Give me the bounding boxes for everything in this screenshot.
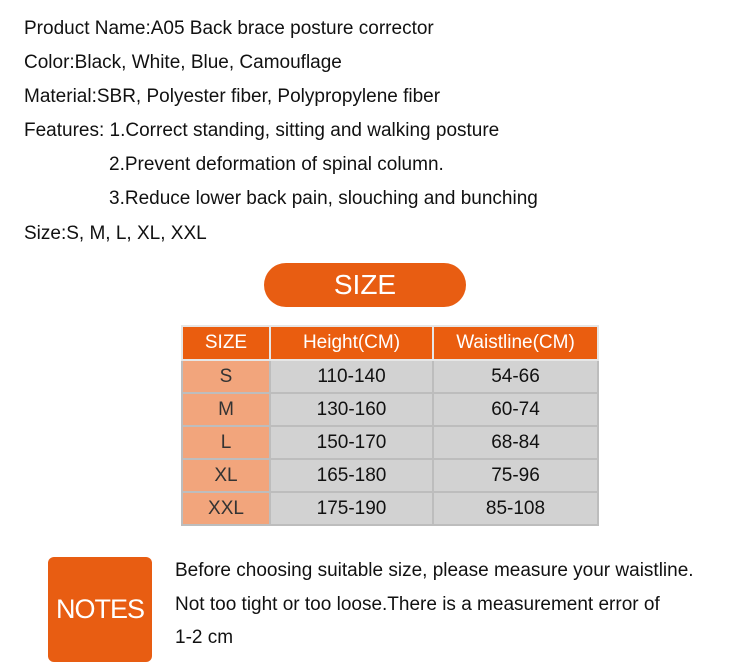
table-row [182, 393, 598, 426]
height-cell: 175-190 [270, 492, 433, 525]
height-cell: 130-160 [270, 393, 433, 426]
size-cell: XL [182, 459, 270, 492]
size-banner: SIZE [264, 263, 466, 307]
size-chart-header-row [182, 326, 598, 360]
table-row [182, 459, 598, 492]
waistline-cell: 54-66 [433, 360, 598, 393]
size-cell: S [182, 360, 270, 393]
note-line-1: Before choosing suitable size, please measure your waistline. [175, 560, 694, 581]
waistline-cell: 60-74 [433, 393, 598, 426]
height-cell: 165-180 [270, 459, 433, 492]
height-cell: 150-170 [270, 426, 433, 459]
notes-badge: NOTES [48, 557, 152, 662]
features-line-2: 2.Prevent deformation of spinal column. [109, 154, 444, 175]
size-line: Size:S, M, L, XL, XXL [24, 223, 207, 244]
size-cell: XXL [182, 492, 270, 525]
header-size: SIZE [182, 326, 270, 360]
product-name-line: Product Name:A05 Back brace posture corrector [24, 18, 434, 39]
color-line: Color:Black, White, Blue, Camouflage [24, 52, 342, 73]
header-height: Height(CM) [270, 326, 433, 360]
note-line-3: 1-2 cm [175, 627, 234, 648]
size-chart-table [181, 325, 599, 526]
material-line: Material:SBR, Polyester fiber, Polypropylene fiber [24, 86, 441, 107]
waistline-cell: 75-96 [433, 459, 598, 492]
features-line-1: Features: 1.Correct standing, sitting and walking posture [24, 120, 500, 141]
header-waistline: Waistline(CM) [433, 326, 598, 360]
height-cell: 110-140 [270, 360, 433, 393]
table-row [182, 426, 598, 459]
note-line-2: Not too tight or too loose.There is a measurement error of [175, 594, 660, 615]
waistline-cell: 68-84 [433, 426, 598, 459]
size-cell: L [182, 426, 270, 459]
features-line-3: 3.Reduce lower back pain, slouching and bunching [109, 188, 538, 209]
waistline-cell: 85-108 [433, 492, 598, 525]
table-row [182, 360, 598, 393]
size-cell: M [182, 393, 270, 426]
table-row [182, 492, 598, 525]
